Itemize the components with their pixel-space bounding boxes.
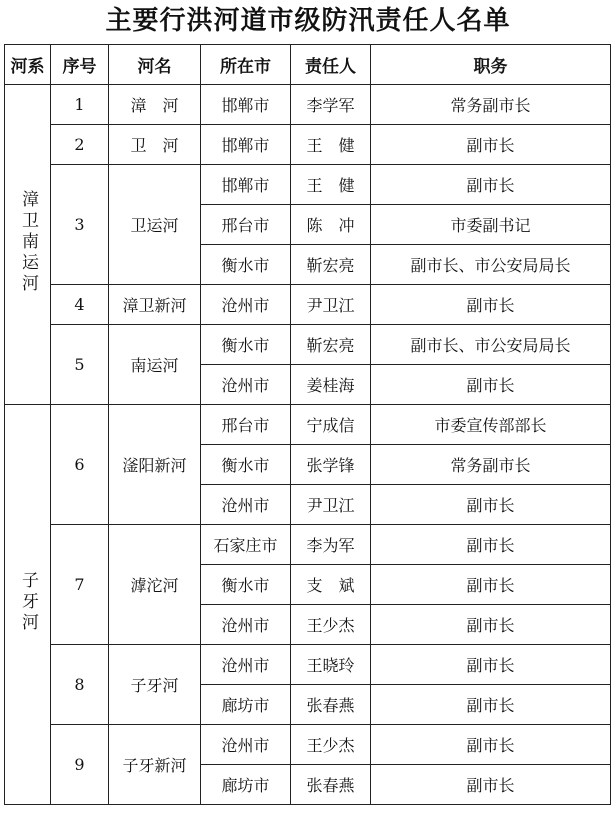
position: 副市长	[371, 725, 611, 765]
river-name: 滹沱河	[109, 525, 201, 645]
city: 衡水市	[201, 565, 291, 605]
responsible-person: 李学军	[291, 85, 371, 125]
responsible-person: 张学锋	[291, 445, 371, 485]
position: 副市长	[371, 565, 611, 605]
responsible-person: 姜桂海	[291, 365, 371, 405]
header-river-name: 河名	[109, 45, 201, 85]
table-row	[5, 165, 611, 205]
table-row	[5, 405, 611, 445]
position: 副市长、市公安局局长	[371, 325, 611, 365]
city: 邢台市	[201, 205, 291, 245]
table-row	[5, 85, 611, 125]
position: 副市长	[371, 165, 611, 205]
serial-number: 2	[51, 125, 109, 165]
position: 副市长	[371, 605, 611, 645]
table-row	[5, 525, 611, 565]
table-row	[5, 725, 611, 765]
table-row	[5, 125, 611, 165]
serial-number: 7	[51, 525, 109, 645]
city: 沧州市	[201, 725, 291, 765]
city: 邯郸市	[201, 85, 291, 125]
position: 副市长	[371, 485, 611, 525]
responsible-person: 宁成信	[291, 405, 371, 445]
city: 邯郸市	[201, 165, 291, 205]
city: 廊坊市	[201, 685, 291, 725]
responsible-person: 靳宏亮	[291, 325, 371, 365]
table-row	[5, 645, 611, 685]
responsible-person: 尹卫江	[291, 485, 371, 525]
table-row	[5, 325, 611, 365]
city: 衡水市	[201, 325, 291, 365]
position: 副市长	[371, 365, 611, 405]
serial-number: 5	[51, 325, 109, 405]
river-name: 漳 河	[109, 85, 201, 125]
position: 副市长	[371, 285, 611, 325]
position: 副市长	[371, 645, 611, 685]
river-name: 漳卫新河	[109, 285, 201, 325]
city: 沧州市	[201, 645, 291, 685]
position: 市委宣传部部长	[371, 405, 611, 445]
header-serial-number: 序号	[51, 45, 109, 85]
city: 衡水市	[201, 445, 291, 485]
table-row	[5, 285, 611, 325]
responsible-person: 王少杰	[291, 725, 371, 765]
city: 邯郸市	[201, 125, 291, 165]
responsible-person: 靳宏亮	[291, 245, 371, 285]
responsible-person: 张春燕	[291, 685, 371, 725]
serial-number: 1	[51, 85, 109, 125]
position: 常务副市长	[371, 85, 611, 125]
position: 副市长	[371, 765, 611, 805]
page-title: 主要行洪河道市级防汛责任人名单	[105, 6, 511, 36]
responsible-person: 张春燕	[291, 765, 371, 805]
river-system-name: 子牙河	[18, 571, 38, 634]
river-name: 卫运河	[109, 165, 201, 285]
responsible-person: 陈 冲	[291, 205, 371, 245]
header-river-system: 河系	[5, 45, 51, 85]
city: 廊坊市	[201, 765, 291, 805]
header-position: 职务	[371, 45, 611, 85]
responsible-person: 王 健	[291, 165, 371, 205]
river-system-cell	[5, 405, 51, 805]
river-system-name: 漳卫南运河	[18, 190, 38, 295]
header-responsible-person: 责任人	[291, 45, 371, 85]
city: 沧州市	[201, 365, 291, 405]
river-name: 滏阳新河	[109, 405, 201, 525]
responsible-person: 王晓玲	[291, 645, 371, 685]
responsible-person: 尹卫江	[291, 285, 371, 325]
city: 沧州市	[201, 605, 291, 645]
responsibility-table	[4, 44, 611, 805]
header-row	[5, 45, 611, 85]
serial-number: 3	[51, 165, 109, 285]
position: 副市长	[371, 125, 611, 165]
responsible-person: 支 斌	[291, 565, 371, 605]
responsible-person: 李为军	[291, 525, 371, 565]
river-name: 卫 河	[109, 125, 201, 165]
serial-number: 4	[51, 285, 109, 325]
serial-number: 9	[51, 725, 109, 805]
river-system-cell	[5, 85, 51, 405]
river-name: 子牙新河	[109, 725, 201, 805]
position: 市委副书记	[371, 205, 611, 245]
position: 副市长	[371, 525, 611, 565]
city: 衡水市	[201, 245, 291, 285]
city: 沧州市	[201, 285, 291, 325]
serial-number: 6	[51, 405, 109, 525]
responsible-person: 王 健	[291, 125, 371, 165]
river-name: 南运河	[109, 325, 201, 405]
position: 副市长	[371, 685, 611, 725]
serial-number: 8	[51, 645, 109, 725]
city: 沧州市	[201, 485, 291, 525]
position: 常务副市长	[371, 445, 611, 485]
position: 副市长、市公安局局长	[371, 245, 611, 285]
responsible-person: 王少杰	[291, 605, 371, 645]
city: 石家庄市	[201, 525, 291, 565]
city: 邢台市	[201, 405, 291, 445]
header-city: 所在市	[201, 45, 291, 85]
river-name: 子牙河	[109, 645, 201, 725]
